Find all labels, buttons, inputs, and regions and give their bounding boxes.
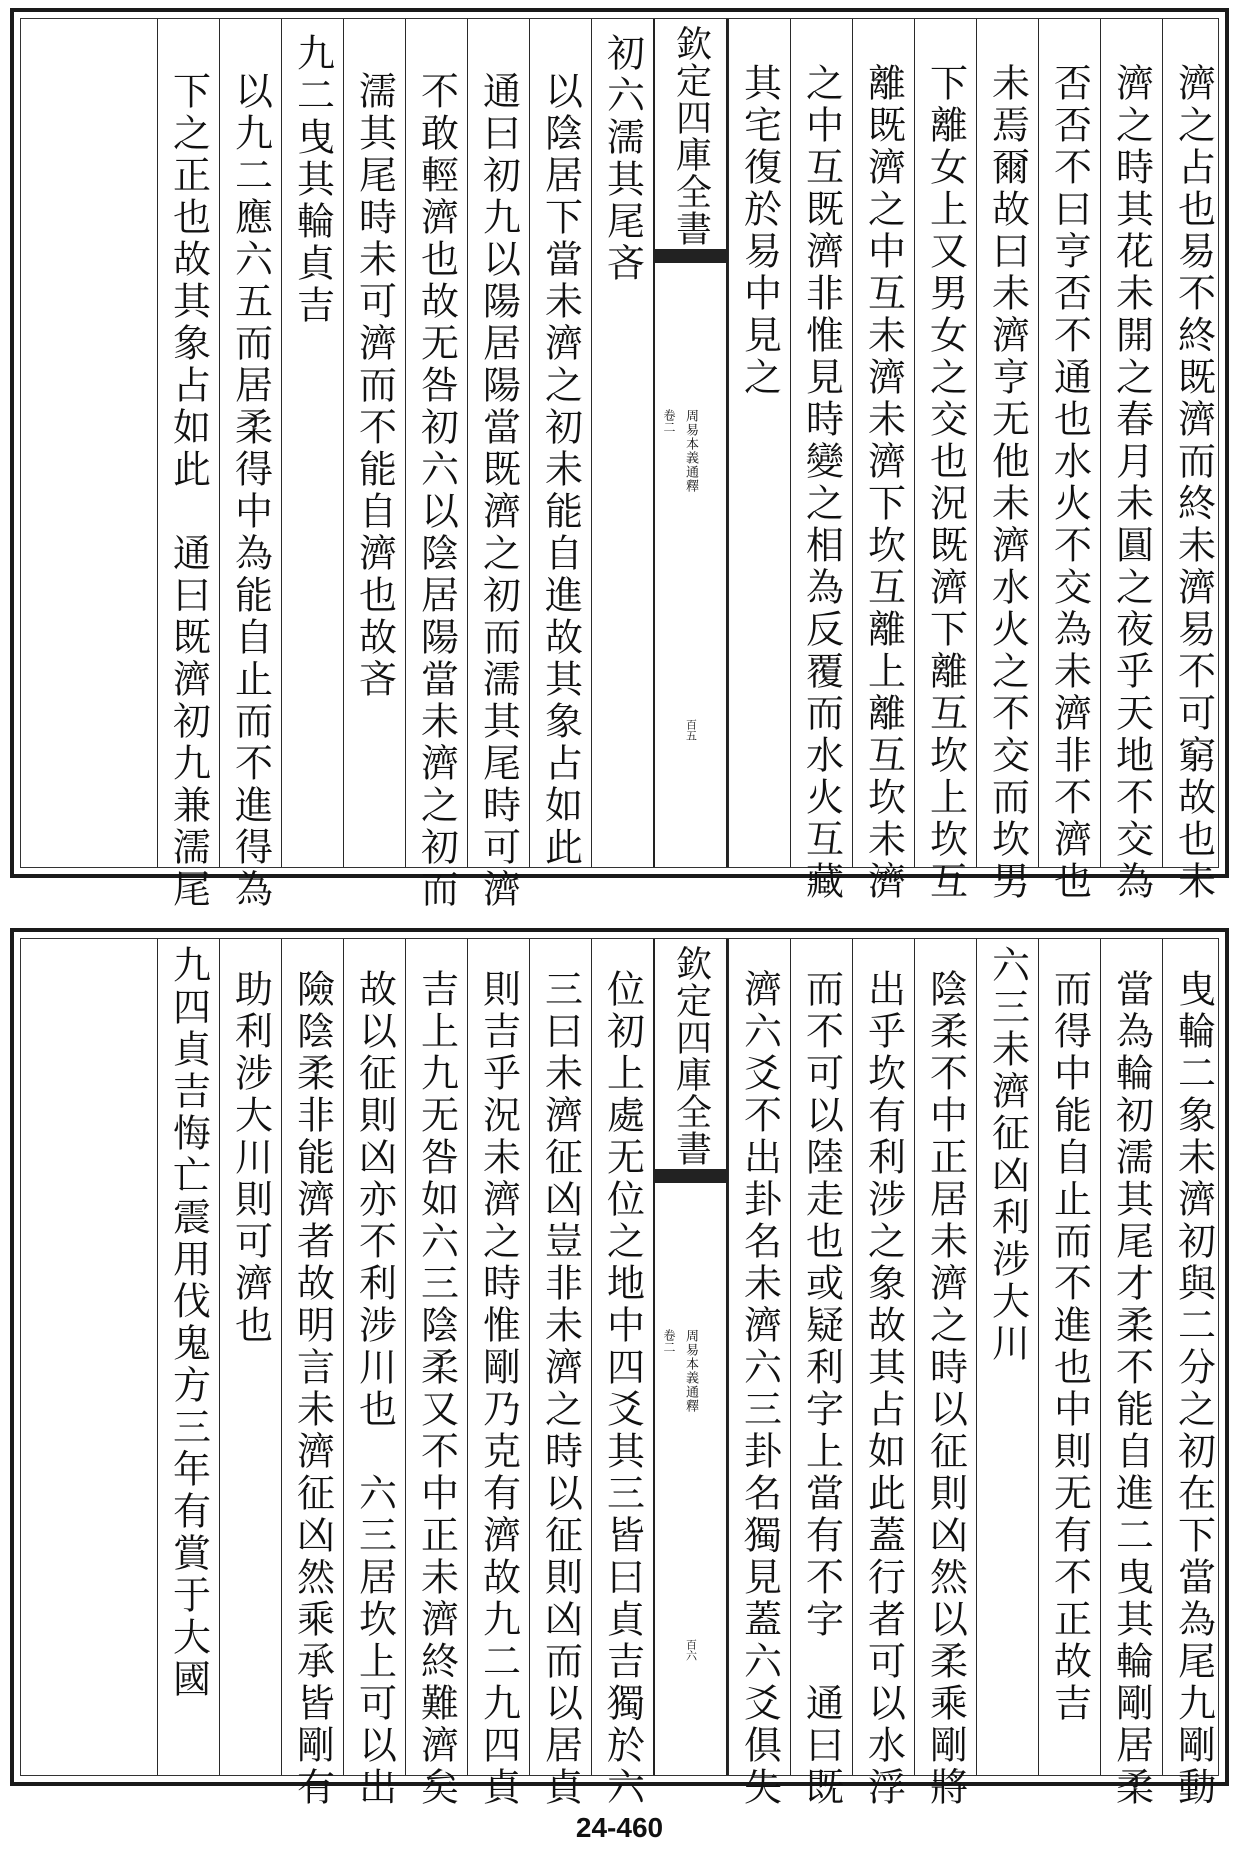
column-text: 以九二應六五而居柔得中為能自止而不進得為 [228, 71, 273, 911]
top-page [10, 8, 1229, 911]
gutter-book-title: 周易本義通釋 [683, 409, 698, 493]
text-column [976, 939, 1038, 1775]
gutter-title: 欽定四庫全書 [670, 945, 712, 1167]
text-column [591, 939, 653, 1809]
column-text: 通曰初九以陽居陽當既濟之初而濡其尾時可濟 [476, 71, 521, 911]
column-text: 曳輪二象未濟初與二分之初在下當為尾九剛動 [1171, 969, 1216, 1809]
gutter-juan: 卷二 [662, 1329, 676, 1353]
column-text: 而不可以陸走也或疑利字上當有不字 通曰既 [799, 969, 844, 1809]
column-text: 下之正也故其象占如此 通曰既濟初九兼濡尾 [166, 71, 211, 911]
bottom-page [10, 928, 1229, 1809]
gutter-book-title: 周易本義通釋 [683, 1329, 698, 1413]
column-text: 險陰柔非能濟者故明言未濟征凶然乘承皆剛有 [290, 969, 335, 1809]
column-text: 則吉乎況未濟之時惟剛乃克有濟故九二九四貞 [476, 969, 521, 1809]
text-column [852, 939, 914, 1809]
text-column [343, 19, 405, 867]
text-column [591, 19, 653, 867]
column-text: 未焉爾故曰未濟亨无他未濟水火之不交而坎男 [985, 63, 1030, 903]
gutter-page-number: 百六 [684, 1639, 698, 1661]
column-text: 三曰未濟征凶豈非未濟之時以征則凶而以居貞 [538, 969, 583, 1809]
text-column [405, 19, 467, 911]
text-column [157, 939, 219, 1775]
text-column [529, 939, 591, 1809]
column-text: 之中互既濟非惟見時變之相為反覆而水火互藏 [799, 63, 844, 903]
column-text: 故以征則凶亦不利涉川也 六三居坎上可以出 [352, 969, 397, 1809]
fishtail-mark [655, 1169, 726, 1183]
text-column [914, 939, 976, 1809]
text-column [1038, 19, 1100, 903]
text-column [790, 19, 852, 903]
column-text: 當為輪初濡其尾才柔不能自進二曳其輪剛居柔 [1109, 969, 1154, 1809]
column-text: 位初上處无位之地中四爻其三皆曰貞吉獨於六 [600, 969, 645, 1809]
column-text: 六三未濟征凶利涉大川 [985, 945, 1030, 1365]
fishtail-mark [655, 249, 726, 263]
column-text: 否否不曰亨否不通也水火不交為未濟非不濟也 [1047, 63, 1092, 903]
gutter-title: 欽定四庫全書 [670, 25, 712, 247]
text-column [529, 19, 591, 867]
gutter [653, 939, 728, 1775]
text-column [405, 939, 467, 1809]
text-column [1162, 19, 1224, 903]
text-column [281, 939, 343, 1809]
text-column [728, 939, 790, 1809]
gutter-juan: 卷二 [662, 409, 676, 433]
text-column [1038, 939, 1100, 1775]
column-text: 出乎坎有利涉之象故其占如此蓋行者可以水浮 [861, 969, 906, 1809]
column-text: 九四貞吉悔亡震用伐鬼方三年有賞于大國 [166, 945, 211, 1701]
column-text: 濡其尾時未可濟而不能自濟也故吝 [352, 71, 397, 701]
text-column [914, 19, 976, 903]
text-column [1100, 939, 1162, 1809]
text-column [219, 19, 281, 911]
text-column [219, 939, 281, 1775]
text-column [1162, 939, 1224, 1809]
column-text: 吉上九无咎如六三陰柔又不中正未濟終難濟矣 [414, 969, 459, 1809]
text-column [343, 939, 405, 1809]
footer-page-number: 24-460 [575, 1812, 664, 1843]
text-column [281, 19, 343, 867]
column-text: 其宅復於易中見之 [737, 63, 782, 399]
text-column [852, 19, 914, 903]
column-text: 助利涉大川則可濟也 [228, 969, 273, 1347]
gutter-page-number: 百五 [684, 719, 698, 741]
column-text: 濟之時其花未開之春月未圓之夜乎天地不交為 [1109, 63, 1154, 903]
text-column [467, 939, 529, 1809]
column-text: 陰柔不中正居未濟之時以征則凶然以柔乘剛將 [923, 969, 968, 1809]
column-text: 濟六爻不出卦名未濟六三卦名獨見蓋六爻俱失 [737, 969, 782, 1809]
column-text: 下離女上又男女之交也況既濟下離互坎上坎互 [923, 63, 968, 903]
column-text: 以陰居下當未濟之初未能自進故其象占如此 [538, 71, 583, 869]
gutter [653, 19, 728, 867]
text-column [790, 939, 852, 1809]
column-text: 九二曳其輪貞吉 [290, 33, 335, 327]
text-column [976, 19, 1038, 903]
text-column [157, 19, 219, 911]
text-column [1100, 19, 1162, 903]
top-page-frame [20, 18, 1219, 911]
column-text: 而得中能自止而不進也中則无有不正故吉 [1047, 969, 1092, 1725]
text-column [467, 19, 529, 911]
column-text: 初六濡其尾吝 [600, 33, 645, 285]
column-text: 濟之占也易不終既濟而終未濟易不可窮故也未 [1171, 63, 1216, 903]
column-text: 不敢輕濟也故无咎初六以陰居陽當未濟之初而 [414, 71, 459, 911]
bottom-page-frame [20, 938, 1219, 1809]
text-column [728, 19, 790, 867]
column-text: 離既濟之中互未濟未濟下坎互離上離互坎未濟 [861, 63, 906, 903]
